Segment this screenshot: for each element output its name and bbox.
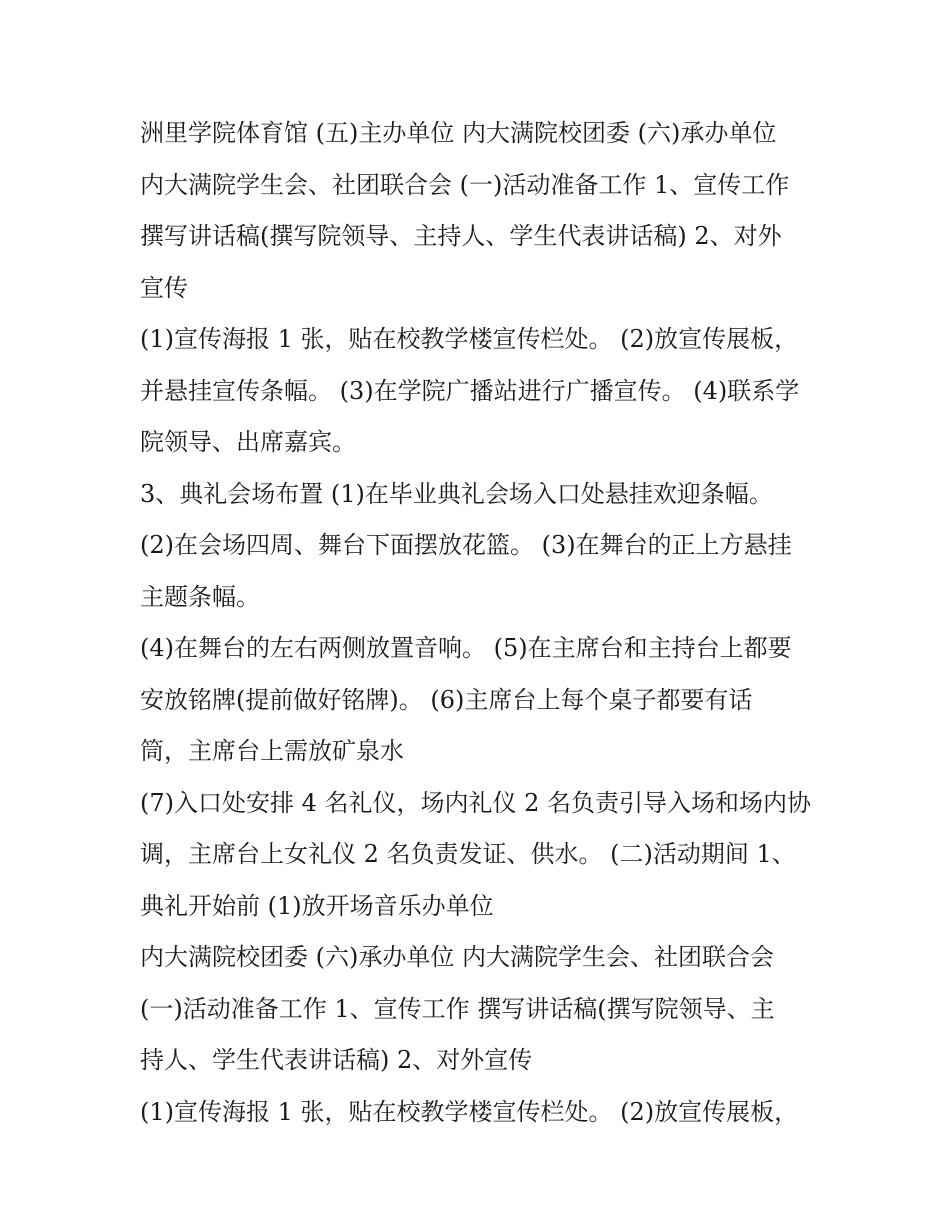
text-line: (2)在会场四周、舞台下面摆放花篮。 (3)在舞台的正上方悬挂 [140, 531, 792, 559]
text-line: 筒，主席台上需放矿泉水 [140, 737, 404, 765]
text-line: 内大满院学生会、社团联合会 (一)活动准备工作 1、宣传工作 [140, 170, 790, 199]
text-line: 内大满院校团委 (六)承办单位 内大满院学生会、社团联合会 [140, 943, 774, 971]
text-line: 持人、学生代表讲话稿) 2、对外宣传 [140, 1046, 533, 1074]
document-body [140, 108, 820, 1138]
text-line: (1)宣传海报 1 张，贴在校教学楼宣传栏处。 (2)放宣传展板， [140, 1097, 799, 1126]
text-line: (一)活动准备工作 1、宣传工作 撰写讲话稿(撰写院领导、主 [140, 994, 775, 1023]
text-line: 调，主席台上女礼仪 2 名负责发证、供水。 (二)活动期间 1、 [140, 840, 796, 868]
text-line: (4)在舞台的左右两侧放置音响。 (5)在主席台和主持台上都要 [140, 634, 792, 662]
text-line: 并悬挂宣传条幅。 (3)在学院广播站进行广播宣传。 (4)联系学 [140, 376, 800, 405]
text-line: 宣传 [140, 273, 188, 302]
text-line: 安放铭牌(提前做好铭牌)。 (6)主席台上每个桌子都要有话 [140, 685, 753, 714]
text-line: 院领导、出席嘉宾。 [140, 428, 356, 456]
text-line: 洲里学院体育馆 (五)主办单位 内大满院校团委 (六)承办单位 [140, 119, 777, 147]
text-line: 撰写讲话稿(撰写院领导、主持人、学生代表讲话稿) 2、对外 [140, 222, 782, 250]
text-line: (7)入口处安排 4 名礼仪，场内礼仪 2 名负责引导入场和场内协 [140, 788, 812, 817]
text-line: 3、典礼会场布置 (1)在毕业典礼会场入口处悬挂欢迎条幅。 [140, 479, 773, 508]
text-line: 主题条幅。 [140, 582, 260, 611]
text-line: (1)宣传海报 1 张，贴在校教学楼宣传栏处。 (2)放宣传展板， [140, 325, 799, 353]
text-line: 典礼开始前 (1)放开场音乐办单位 [140, 891, 494, 920]
